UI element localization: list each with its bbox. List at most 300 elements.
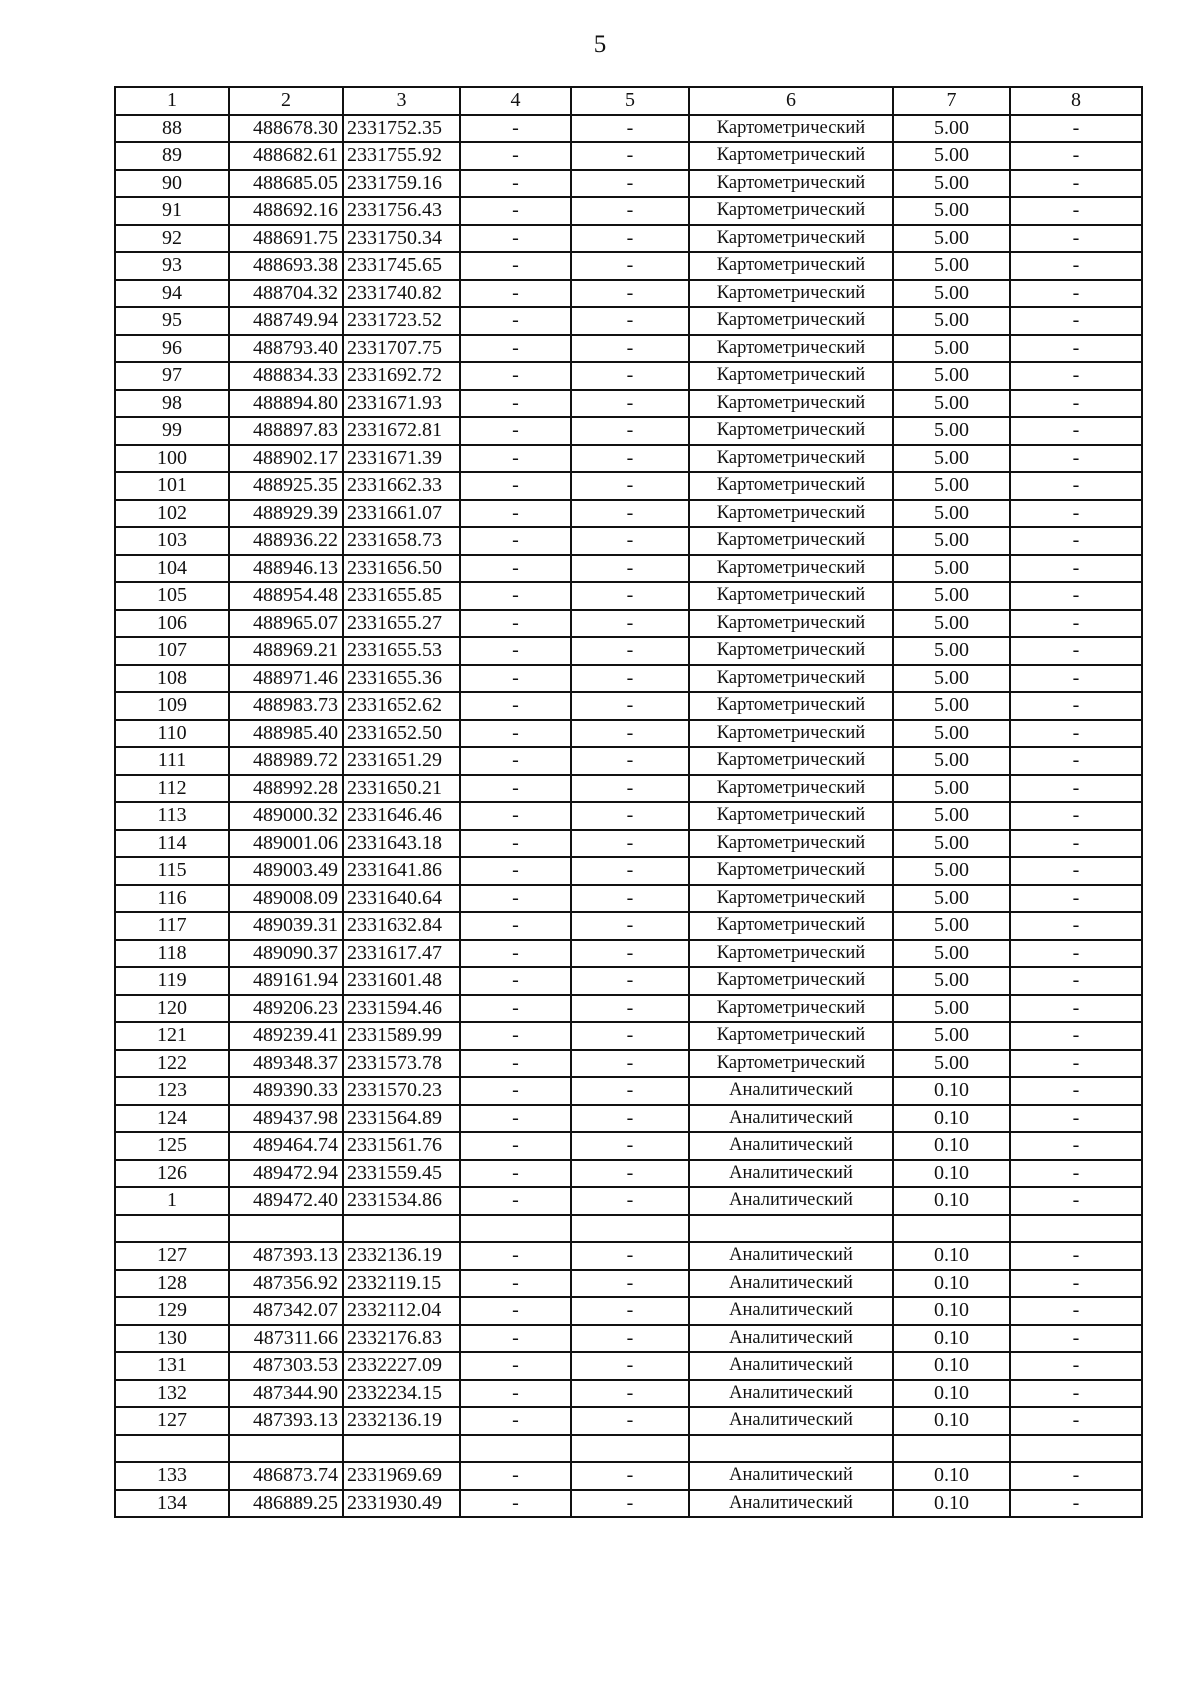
cell-method: Картометрический <box>689 665 893 693</box>
cell-col-5: - <box>571 280 689 308</box>
cell-col-8: - <box>1010 1050 1142 1078</box>
cell-col-8: - <box>1010 1325 1142 1353</box>
cell-x-coordinate: 489001.06 <box>229 830 343 858</box>
cell-col-4: - <box>460 665 571 693</box>
cell-col-5: - <box>571 555 689 583</box>
cell-method: Аналитический <box>689 1352 893 1380</box>
cell-y-coordinate: 2331692.72 <box>343 362 460 390</box>
table-row <box>115 1325 1142 1353</box>
table-row <box>115 555 1142 583</box>
table-row <box>115 637 1142 665</box>
cell-method: Аналитический <box>689 1242 893 1270</box>
cell-col-5: - <box>571 445 689 473</box>
table-row <box>115 1022 1142 1050</box>
cell-col-4: - <box>460 445 571 473</box>
cell-col-4: - <box>460 1270 571 1298</box>
table-row <box>115 1132 1142 1160</box>
cell-col-5: - <box>571 802 689 830</box>
cell-col-5: - <box>571 1132 689 1160</box>
cell-point-number: 112 <box>115 775 229 803</box>
cell-x-coordinate: 488704.32 <box>229 280 343 308</box>
cell-method <box>689 1435 893 1463</box>
cell-x-coordinate: 487344.90 <box>229 1380 343 1408</box>
cell-point-number: 113 <box>115 802 229 830</box>
cell-y-coordinate: 2331755.92 <box>343 142 460 170</box>
cell-method: Аналитический <box>689 1462 893 1490</box>
cell-point-number: 88 <box>115 115 229 143</box>
cell-x-coordinate: 488793.40 <box>229 335 343 363</box>
cell-y-coordinate: 2331658.73 <box>343 527 460 555</box>
cell-y-coordinate: 2331652.50 <box>343 720 460 748</box>
cell-col-4: - <box>460 390 571 418</box>
cell-col-4: - <box>460 775 571 803</box>
cell-y-coordinate <box>343 1435 460 1463</box>
cell-y-coordinate: 2331745.65 <box>343 252 460 280</box>
cell-y-coordinate: 2331723.52 <box>343 307 460 335</box>
cell-col-5: - <box>571 995 689 1023</box>
table-row <box>115 417 1142 445</box>
table-header-row <box>115 87 1142 115</box>
cell-x-coordinate: 488936.22 <box>229 527 343 555</box>
cell-point-number: 125 <box>115 1132 229 1160</box>
cell-method: Картометрический <box>689 115 893 143</box>
cell-col-5: - <box>571 747 689 775</box>
cell-method: Картометрический <box>689 362 893 390</box>
cell-col-8: - <box>1010 225 1142 253</box>
cell-col-4: - <box>460 747 571 775</box>
cell-accuracy: 0.10 <box>893 1297 1010 1325</box>
cell-y-coordinate: 2331752.35 <box>343 115 460 143</box>
cell-y-coordinate: 2331662.33 <box>343 472 460 500</box>
cell-method: Картометрический <box>689 940 893 968</box>
cell-y-coordinate: 2331750.34 <box>343 225 460 253</box>
cell-point-number: 119 <box>115 967 229 995</box>
cell-col-4: - <box>460 582 571 610</box>
cell-col-4: - <box>460 967 571 995</box>
cell-point-number: 116 <box>115 885 229 913</box>
cell-accuracy: 5.00 <box>893 747 1010 775</box>
cell-col-8: - <box>1010 967 1142 995</box>
cell-x-coordinate: 489206.23 <box>229 995 343 1023</box>
cell-y-coordinate: 2331655.53 <box>343 637 460 665</box>
cell-x-coordinate: 488685.05 <box>229 170 343 198</box>
cell-col-5: - <box>571 170 689 198</box>
cell-point-number: 127 <box>115 1407 229 1435</box>
cell-col-4: - <box>460 1325 571 1353</box>
cell-x-coordinate: 489161.94 <box>229 967 343 995</box>
table-row <box>115 1105 1142 1133</box>
cell-method: Картометрический <box>689 445 893 473</box>
table-row <box>115 610 1142 638</box>
table-row <box>115 170 1142 198</box>
table-row <box>115 747 1142 775</box>
cell-col-5: - <box>571 527 689 555</box>
table-row <box>115 390 1142 418</box>
cell-col-4: - <box>460 335 571 363</box>
cell-col-8: - <box>1010 940 1142 968</box>
cell-col-5: - <box>571 967 689 995</box>
cell-accuracy: 5.00 <box>893 252 1010 280</box>
cell-col-8: - <box>1010 1462 1142 1490</box>
cell-col-5: - <box>571 775 689 803</box>
cell-y-coordinate: 2331573.78 <box>343 1050 460 1078</box>
cell-col-5: - <box>571 197 689 225</box>
cell-point-number: 129 <box>115 1297 229 1325</box>
cell-col-4: - <box>460 555 571 583</box>
cell-accuracy: 5.00 <box>893 307 1010 335</box>
cell-method: Аналитический <box>689 1380 893 1408</box>
cell-x-coordinate: 489348.37 <box>229 1050 343 1078</box>
column-header-5: 5 <box>571 87 689 115</box>
cell-col-8: - <box>1010 115 1142 143</box>
cell-accuracy: 0.10 <box>893 1132 1010 1160</box>
cell-col-8: - <box>1010 1490 1142 1518</box>
cell-method: Картометрический <box>689 967 893 995</box>
cell-x-coordinate: 488965.07 <box>229 610 343 638</box>
cell-col-4: - <box>460 885 571 913</box>
cell-point-number: 103 <box>115 527 229 555</box>
table-row <box>115 307 1142 335</box>
cell-col-4: - <box>460 142 571 170</box>
cell-accuracy: 5.00 <box>893 115 1010 143</box>
cell-col-8: - <box>1010 1160 1142 1188</box>
cell-accuracy: 5.00 <box>893 610 1010 638</box>
cell-accuracy: 0.10 <box>893 1325 1010 1353</box>
cell-x-coordinate: 488834.33 <box>229 362 343 390</box>
cell-point-number: 124 <box>115 1105 229 1133</box>
cell-accuracy: 5.00 <box>893 417 1010 445</box>
cell-point-number: 115 <box>115 857 229 885</box>
column-header-1: 1 <box>115 87 229 115</box>
cell-col-5: - <box>571 142 689 170</box>
cell-col-4: - <box>460 170 571 198</box>
cell-method: Картометрический <box>689 747 893 775</box>
cell-col-4: - <box>460 1022 571 1050</box>
cell-y-coordinate: 2331656.50 <box>343 555 460 583</box>
cell-y-coordinate: 2332227.09 <box>343 1352 460 1380</box>
cell-point-number: 1 <box>115 1187 229 1215</box>
cell-accuracy: 5.00 <box>893 885 1010 913</box>
cell-x-coordinate: 489472.40 <box>229 1187 343 1215</box>
cell-y-coordinate: 2332136.19 <box>343 1242 460 1270</box>
table-row <box>115 775 1142 803</box>
cell-accuracy: 5.00 <box>893 362 1010 390</box>
cell-y-coordinate: 2331650.21 <box>343 775 460 803</box>
cell-y-coordinate: 2332234.15 <box>343 1380 460 1408</box>
cell-method: Картометрический <box>689 500 893 528</box>
cell-method: Картометрический <box>689 307 893 335</box>
cell-point-number: 90 <box>115 170 229 198</box>
cell-col-5: - <box>571 720 689 748</box>
cell-accuracy: 5.00 <box>893 995 1010 1023</box>
cell-y-coordinate: 2331740.82 <box>343 280 460 308</box>
cell-col-4: - <box>460 307 571 335</box>
cell-accuracy: 5.00 <box>893 967 1010 995</box>
cell-point-number: 96 <box>115 335 229 363</box>
cell-point-number: 126 <box>115 1160 229 1188</box>
cell-col-5: - <box>571 1160 689 1188</box>
cell-y-coordinate <box>343 1215 460 1243</box>
cell-accuracy: 5.00 <box>893 1022 1010 1050</box>
cell-method: Картометрический <box>689 280 893 308</box>
cell-col-5: - <box>571 1462 689 1490</box>
table-row <box>115 445 1142 473</box>
cell-x-coordinate: 488691.75 <box>229 225 343 253</box>
cell-col-4: - <box>460 225 571 253</box>
cell-x-coordinate: 489390.33 <box>229 1077 343 1105</box>
cell-x-coordinate: 488954.48 <box>229 582 343 610</box>
cell-x-coordinate: 488983.73 <box>229 692 343 720</box>
cell-col-5: - <box>571 417 689 445</box>
cell-accuracy: 5.00 <box>893 335 1010 363</box>
cell-method: Картометрический <box>689 252 893 280</box>
cell-point-number: 93 <box>115 252 229 280</box>
cell-y-coordinate: 2332136.19 <box>343 1407 460 1435</box>
table-row <box>115 1352 1142 1380</box>
table-row <box>115 912 1142 940</box>
cell-x-coordinate: 489239.41 <box>229 1022 343 1050</box>
cell-col-5 <box>571 1215 689 1243</box>
cell-x-coordinate: 489090.37 <box>229 940 343 968</box>
cell-accuracy: 0.10 <box>893 1187 1010 1215</box>
table-row <box>115 252 1142 280</box>
cell-accuracy: 5.00 <box>893 665 1010 693</box>
cell-col-8: - <box>1010 912 1142 940</box>
table-row <box>115 280 1142 308</box>
cell-col-4: - <box>460 857 571 885</box>
cell-x-coordinate: 488897.83 <box>229 417 343 445</box>
cell-col-8: - <box>1010 252 1142 280</box>
table-row <box>115 1407 1142 1435</box>
cell-x-coordinate: 488925.35 <box>229 472 343 500</box>
table-row <box>115 225 1142 253</box>
cell-y-coordinate: 2331561.76 <box>343 1132 460 1160</box>
cell-col-4: - <box>460 940 571 968</box>
cell-col-8: - <box>1010 1270 1142 1298</box>
cell-point-number: 91 <box>115 197 229 225</box>
cell-col-4: - <box>460 637 571 665</box>
cell-accuracy: 0.10 <box>893 1160 1010 1188</box>
cell-col-5: - <box>571 665 689 693</box>
cell-point-number: 100 <box>115 445 229 473</box>
cell-point-number: 95 <box>115 307 229 335</box>
cell-col-4: - <box>460 692 571 720</box>
cell-x-coordinate: 489008.09 <box>229 885 343 913</box>
cell-point-number: 104 <box>115 555 229 583</box>
column-header-2: 2 <box>229 87 343 115</box>
table-row <box>115 1077 1142 1105</box>
cell-accuracy: 5.00 <box>893 445 1010 473</box>
cell-point-number: 123 <box>115 1077 229 1105</box>
cell-method: Картометрический <box>689 1050 893 1078</box>
cell-col-5: - <box>571 830 689 858</box>
cell-col-4: - <box>460 1380 571 1408</box>
cell-method: Картометрический <box>689 472 893 500</box>
cell-col-5: - <box>571 335 689 363</box>
cell-accuracy <box>893 1435 1010 1463</box>
cell-method: Картометрический <box>689 692 893 720</box>
cell-x-coordinate: 488678.30 <box>229 115 343 143</box>
cell-col-5: - <box>571 500 689 528</box>
cell-col-8: - <box>1010 1352 1142 1380</box>
cell-accuracy: 0.10 <box>893 1462 1010 1490</box>
cell-col-5: - <box>571 857 689 885</box>
table-row <box>115 857 1142 885</box>
cell-col-8: - <box>1010 1380 1142 1408</box>
cell-col-8: - <box>1010 472 1142 500</box>
cell-method: Картометрический <box>689 390 893 418</box>
cell-y-coordinate: 2331594.46 <box>343 995 460 1023</box>
cell-accuracy: 5.00 <box>893 170 1010 198</box>
cell-x-coordinate: 489464.74 <box>229 1132 343 1160</box>
cell-y-coordinate: 2331643.18 <box>343 830 460 858</box>
cell-x-coordinate: 489003.49 <box>229 857 343 885</box>
cell-accuracy: 5.00 <box>893 390 1010 418</box>
cell-col-5: - <box>571 1242 689 1270</box>
cell-col-4: - <box>460 1352 571 1380</box>
cell-col-4 <box>460 1215 571 1243</box>
cell-y-coordinate: 2332119.15 <box>343 1270 460 1298</box>
cell-y-coordinate: 2331759.16 <box>343 170 460 198</box>
cell-col-4: - <box>460 1187 571 1215</box>
cell-point-number: 101 <box>115 472 229 500</box>
table-row <box>115 1435 1142 1463</box>
cell-point-number: 130 <box>115 1325 229 1353</box>
cell-x-coordinate <box>229 1215 343 1243</box>
cell-method: Аналитический <box>689 1325 893 1353</box>
cell-accuracy: 5.00 <box>893 830 1010 858</box>
cell-x-coordinate: 488894.80 <box>229 390 343 418</box>
cell-col-4: - <box>460 417 571 445</box>
cell-method: Картометрический <box>689 1022 893 1050</box>
cell-accuracy: 5.00 <box>893 527 1010 555</box>
cell-col-4: - <box>460 1242 571 1270</box>
table-row <box>115 940 1142 968</box>
table-row <box>115 1297 1142 1325</box>
table-row <box>115 142 1142 170</box>
cell-col-5 <box>571 1435 689 1463</box>
cell-point-number: 117 <box>115 912 229 940</box>
table-row <box>115 967 1142 995</box>
cell-point-number: 97 <box>115 362 229 390</box>
cell-x-coordinate: 488985.40 <box>229 720 343 748</box>
cell-col-8: - <box>1010 445 1142 473</box>
cell-col-5: - <box>571 115 689 143</box>
cell-col-4: - <box>460 472 571 500</box>
cell-method: Картометрический <box>689 885 893 913</box>
cell-point-number: 120 <box>115 995 229 1023</box>
cell-point-number: 118 <box>115 940 229 968</box>
cell-method: Картометрический <box>689 197 893 225</box>
cell-method: Картометрический <box>689 995 893 1023</box>
table-row <box>115 527 1142 555</box>
cell-accuracy <box>893 1215 1010 1243</box>
cell-point-number <box>115 1215 229 1243</box>
cell-col-4: - <box>460 1297 571 1325</box>
table-row <box>115 1462 1142 1490</box>
cell-point-number: 109 <box>115 692 229 720</box>
cell-method: Аналитический <box>689 1270 893 1298</box>
cell-x-coordinate: 487311.66 <box>229 1325 343 1353</box>
cell-x-coordinate: 488929.39 <box>229 500 343 528</box>
column-header-7: 7 <box>893 87 1010 115</box>
cell-col-5: - <box>571 225 689 253</box>
cell-y-coordinate: 2331589.99 <box>343 1022 460 1050</box>
cell-col-5: - <box>571 252 689 280</box>
cell-method: Картометрический <box>689 720 893 748</box>
cell-col-5: - <box>571 1050 689 1078</box>
table-row <box>115 197 1142 225</box>
cell-col-8: - <box>1010 500 1142 528</box>
cell-y-coordinate: 2331534.86 <box>343 1187 460 1215</box>
cell-y-coordinate: 2332112.04 <box>343 1297 460 1325</box>
cell-accuracy: 5.00 <box>893 912 1010 940</box>
cell-point-number: 131 <box>115 1352 229 1380</box>
cell-col-5: - <box>571 472 689 500</box>
cell-col-8 <box>1010 1435 1142 1463</box>
cell-accuracy: 5.00 <box>893 197 1010 225</box>
cell-col-4: - <box>460 1050 571 1078</box>
cell-method: Картометрический <box>689 582 893 610</box>
cell-point-number: 105 <box>115 582 229 610</box>
cell-point-number: 127 <box>115 1242 229 1270</box>
cell-point-number: 110 <box>115 720 229 748</box>
cell-col-5: - <box>571 1407 689 1435</box>
cell-accuracy: 5.00 <box>893 1050 1010 1078</box>
cell-y-coordinate: 2331655.36 <box>343 665 460 693</box>
cell-x-coordinate: 487303.53 <box>229 1352 343 1380</box>
cell-accuracy: 0.10 <box>893 1352 1010 1380</box>
cell-col-8: - <box>1010 1022 1142 1050</box>
table-row <box>115 582 1142 610</box>
cell-col-4: - <box>460 1490 571 1518</box>
cell-col-4: - <box>460 912 571 940</box>
cell-point-number: 89 <box>115 142 229 170</box>
table-row <box>115 995 1142 1023</box>
cell-col-8: - <box>1010 665 1142 693</box>
cell-col-8: - <box>1010 1187 1142 1215</box>
cell-x-coordinate: 487393.13 <box>229 1407 343 1435</box>
cell-method: Аналитический <box>689 1160 893 1188</box>
cell-col-4: - <box>460 802 571 830</box>
cell-col-4: - <box>460 280 571 308</box>
cell-accuracy: 5.00 <box>893 500 1010 528</box>
cell-col-8: - <box>1010 637 1142 665</box>
cell-x-coordinate: 488692.16 <box>229 197 343 225</box>
cell-accuracy: 5.00 <box>893 472 1010 500</box>
cell-y-coordinate: 2331564.89 <box>343 1105 460 1133</box>
cell-y-coordinate: 2331930.49 <box>343 1490 460 1518</box>
cell-method: Картометрический <box>689 830 893 858</box>
cell-col-4: - <box>460 527 571 555</box>
cell-col-4: - <box>460 1105 571 1133</box>
table-row <box>115 885 1142 913</box>
cell-col-4 <box>460 1435 571 1463</box>
cell-col-4: - <box>460 720 571 748</box>
cell-y-coordinate: 2331671.93 <box>343 390 460 418</box>
cell-col-5: - <box>571 362 689 390</box>
cell-col-8: - <box>1010 720 1142 748</box>
cell-col-8: - <box>1010 417 1142 445</box>
cell-x-coordinate: 488946.13 <box>229 555 343 583</box>
cell-point-number: 107 <box>115 637 229 665</box>
cell-col-5: - <box>571 1352 689 1380</box>
cell-method: Аналитический <box>689 1132 893 1160</box>
cell-accuracy: 5.00 <box>893 280 1010 308</box>
cell-method: Аналитический <box>689 1490 893 1518</box>
cell-x-coordinate: 488969.21 <box>229 637 343 665</box>
cell-x-coordinate: 488749.94 <box>229 307 343 335</box>
